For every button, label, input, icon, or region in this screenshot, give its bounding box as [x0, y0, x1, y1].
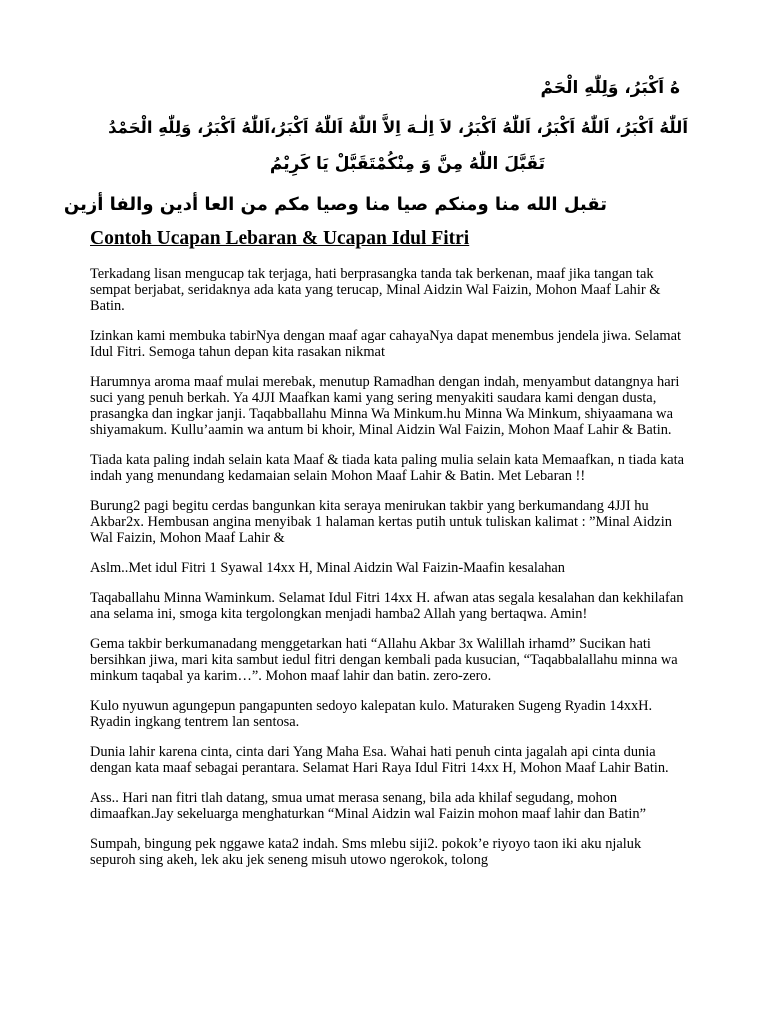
greeting-paragraph: Terkadang lisan mengucap tak terjaga, hati berprasangka tanda tak berkenan, maaf jika tangan tak sempat berjabat, seridaknya ada kata yang terucap, Minal Aidzin Wal Faizin, Mohon Maaf Lahir & Batin.: [90, 266, 661, 314]
greeting-paragraph: Dunia lahir karena cinta, cinta dari Yang Maha Esa. Wahai hati penuh cinta jagalah api cinta dunia dengan kata maaf sebagai perantara. Selamat Hari Raya Idul Fitri 14xx H, Mohon Maaf Lahir Batin.: [90, 744, 669, 776]
greeting-paragraph: Tiada kata paling indah selain kata Maaf & tiada kata paling mulia selain kata Memaafkan, n tiada kata indah yang menundang kedamaian selain Mohon Maaf Lahir & Batin. Met Lebaran !!: [90, 452, 685, 484]
greeting-paragraph: Harumnya aroma maaf mulai merebak, menutup Ramadhan dengan indah, menyambut datangnya hari suci yang penuh berkah. Ya 4JJI Maafkan kami yang sering menyakiti saudara kami dengan dusta, prasangka dan ingkar janji. Taqabballahu Minna Wa Minkum.hu Minna Wa Minkum, shiyaamana wa shiyamakum. Kullu’aamin wa antum bi khoir, Minal Aidzin Wal Faizin, Mohon Maaf Lahir & Batin.: [90, 374, 680, 438]
greeting-paragraph: Ass.. Hari nan fitri tlah datang, smua umat merasa senang, bila ada khilaf segudang, mohon dimaafkan.Jay sekeluarga menghaturkan “Minal Aidzin wal Faizin mohon maaf lahir dan Batin”: [90, 790, 646, 822]
arabic-line-1: هُ اَكْبَرُ، وَلِلّٰهِ الْحَمْ: [540, 78, 680, 98]
greeting-paragraph: Izinkan kami membuka tabirNya dengan maaf agar cahayaNya dapat menembus jendela jiwa. Selamat Idul Fitri. Semoga tahun depan kita rasakan nikmat: [90, 328, 681, 360]
greeting-paragraph: Taqaballahu Minna Waminkum. Selamat Idul Fitri 14xx H. afwan atas segala kesalahan dan kekhilafan ana selama ini, smoga kita tergolongkan menjadi hamba2 Allah yang bertaqwa. Amin!: [90, 590, 684, 622]
greeting-paragraph: Aslm..Met idul Fitri 1 Syawal 14xx H, Minal Aidzin Wal Faizin-Maafin kesalahan: [90, 560, 565, 576]
greeting-paragraph: Gema takbir berkumanadang menggetarkan hati “Allahu Akbar 3x Walillah irhamd” Sucikan hati bersihkan jiwa, mari kita sambut iedul fitri dengan kembali pada kusucian, “Taqabbalallahu minna wa minkum taqabal ya karim…”. Mohon maaf lahir dan batin. zero-zero.: [90, 636, 678, 684]
arabic-line-4: تقبل الله منا ومنكم صيا منا وصيا مكم من العا أدين والفا أزين: [63, 194, 607, 215]
greeting-paragraph: Kulo nyuwun agungepun pangapunten sedoyo kalepatan kulo. Maturaken Sugeng Ryadin 14xxH. Ryadin ingkang tentrem lan sentosa.: [90, 698, 653, 730]
document-heading: Contoh Ucapan Lebaran & Ucapan Idul Fitri: [90, 228, 470, 249]
greetings-list: [90, 266, 690, 882]
greeting-paragraph: Burung2 pagi begitu cerdas bangunkan kita seraya menirukan takbir yang berkumandang 4JJI hu Akbar2x. Hembusan angina menyibak 1 halaman kertas putih untuk tuliskan kalimat : ”Minal Aidzin Wal Faizin, Mohon Maaf Lahir &: [90, 498, 672, 546]
greeting-paragraph: Sumpah, bingung pek nggawe kata2 indah. Sms mlebu siji2. pokok’e riyoyo taon iki aku njaluk sepuroh sing akeh, lek aku jek seneng misuh utowo ngerokok, tolong: [90, 836, 642, 868]
arabic-line-2: اَللّٰهُ اَكْبَرُ، اَللّٰهُ اَكْبَرُ، اَللّٰهُ اَكْبَرُ، لاَ اِلٰـهَ اِلاَّ اللّٰهُ اَللّٰهُ اَكْبَرُ،اَللّٰهُ اَكْبَرُ، وَلِلّٰهِ الْحَمْدُ: [108, 118, 688, 137]
arabic-line-3: تَقَبَّلَ اللّٰهُ مِنَّ وَ مِنْكُمْتَقَبَّلْ يَا كَرِيْمُ: [269, 154, 545, 174]
